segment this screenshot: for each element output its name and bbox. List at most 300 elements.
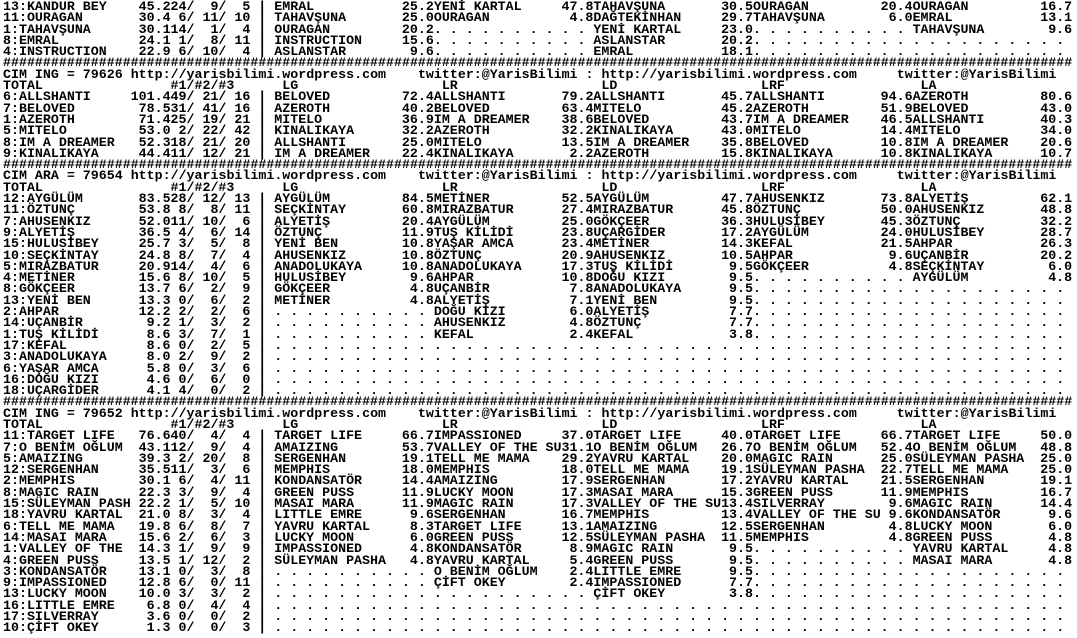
- horse-name: GREEN PUSS: [18, 552, 99, 568]
- la-horse-name: MAGIC RAIN: [912, 496, 993, 512]
- empty-pair-dots: . . . . . . . . . .: [753, 620, 905, 636]
- total-value: 15.6: [138, 270, 171, 286]
- lr-horse-name: AHPAR: [433, 270, 474, 286]
- pipe-separator: |: [258, 496, 267, 512]
- col-ld-header: LD: [601, 179, 618, 195]
- slash-separator: /: [218, 281, 227, 297]
- colon-separator: :: [10, 541, 19, 557]
- horse-name: MEMPHIS: [18, 473, 75, 489]
- la-value: 16.7: [1040, 0, 1073, 14]
- empty-pair-dots: . . . . . . . . . .: [912, 563, 1065, 579]
- pipe-separator: |: [258, 383, 267, 399]
- total-value: 13.7: [138, 281, 171, 297]
- horse-name: MIRAZBATUR: [18, 258, 99, 274]
- empty-pair-dots: . . . . . . . . . .: [753, 326, 905, 342]
- pipe-separator: |: [258, 575, 267, 591]
- ld-horse-name: TUŞ KİLİDİ: [593, 258, 674, 274]
- second-place-count: 41: [202, 100, 219, 116]
- ld-value: 45.2: [721, 100, 753, 116]
- lr-horse-name: AMAIZING: [433, 473, 498, 489]
- lr-horse-name: VALLEY OF THE SU: [433, 439, 562, 455]
- total-value: 13.3: [138, 292, 171, 308]
- second-place-count: 4: [210, 258, 219, 274]
- empty-pair-dots: . . . . . . . . . .: [433, 609, 586, 625]
- first-place-count: 14: [170, 258, 187, 274]
- first-place-count: 6: [178, 10, 187, 26]
- lg-horse-name: GÖKÇEER: [274, 281, 331, 297]
- ld-value: 43.0: [721, 123, 753, 139]
- horse-number: 13: [3, 292, 19, 308]
- horse-number: 7: [3, 100, 11, 116]
- lrf-horse-name: TARGET LIFE: [753, 428, 841, 444]
- first-place-count: 25: [170, 111, 187, 127]
- pipe-separator: |: [258, 44, 267, 60]
- colon-separator: :: [18, 462, 27, 478]
- horse-number: 17: [3, 609, 19, 625]
- empty-pair-dots: . . . . . . . . . .: [593, 383, 746, 399]
- horse-name: SÜLEYMAN PASH: [26, 496, 131, 512]
- ld-horse-name: ÇİFT OKEY: [593, 586, 666, 602]
- twitter-handle: twitter:@YarisBilimi: [417, 168, 578, 184]
- empty-pair-dots: . . . . . . . . . .: [593, 360, 746, 376]
- la-value: 6.0: [1048, 518, 1073, 534]
- lg-value: 20.2: [401, 21, 434, 37]
- colon-separator: :: [18, 202, 27, 218]
- horse-name: LITTLE EMRE: [26, 597, 115, 613]
- third-place-count: 8: [242, 563, 251, 579]
- lrf-value: 9.6: [888, 496, 913, 512]
- la-value: 40.3: [1040, 111, 1073, 127]
- ld-value: 9.5: [729, 258, 753, 274]
- lg-horse-name: TAHAVŞUNA: [274, 10, 347, 26]
- ld-value: 17.2: [721, 224, 753, 240]
- horse-name: SERGENHAN: [26, 462, 99, 478]
- slash-separator: /: [186, 428, 195, 444]
- lrf-value: 4.8: [888, 518, 913, 534]
- stats-row: [3, 620, 1077, 636]
- lg-pair-cell: [274, 620, 434, 636]
- second-place-count: 8: [210, 518, 219, 534]
- lr-horse-name: YAVRU KARTAL: [433, 552, 530, 568]
- ld-horse-name: BELOVED: [593, 111, 650, 127]
- lrf-horse-name: OURAGAN: [753, 0, 809, 14]
- empty-pair-dots: . . . . . . . . . .: [912, 44, 1065, 60]
- first-place-count: 3: [178, 236, 187, 252]
- second-place-count: 21: [202, 134, 219, 150]
- horse-name: ANADOLUKAYA: [18, 349, 107, 365]
- lrf-horse-name: O BENİM OĞLUM: [753, 439, 857, 455]
- third-place-count: 4: [242, 507, 251, 523]
- pipe-separator: |: [258, 89, 267, 105]
- lg-value: 4.8: [409, 281, 434, 297]
- col-places-header: #1/#2/#3: [170, 416, 235, 432]
- empty-pair-dots: . . . . . . . . . .: [912, 349, 1065, 365]
- slash-separator: /: [186, 100, 195, 116]
- lr-value: 23.4: [561, 236, 594, 252]
- empty-pair-dots: . . . . . . . . . .: [433, 349, 586, 365]
- first-place-count: 24: [170, 0, 187, 14]
- lr-value: 32.2: [561, 123, 594, 139]
- ld-value: 7.7: [729, 304, 753, 320]
- lr-horse-name: ALLSHANTI: [433, 89, 506, 105]
- pipe-separator: |: [258, 349, 267, 365]
- pipe-separator: |: [258, 462, 267, 478]
- first-place-count: 8: [178, 270, 187, 286]
- horse-name: KEFAL: [26, 337, 67, 353]
- ld-horse-name: ASLANSTAR: [593, 32, 666, 48]
- empty-pair-dots: . . . . . . . . . .: [274, 349, 426, 365]
- ld-value: 15.3: [721, 484, 753, 500]
- empty-pair-dots: . . . . . . . . . .: [753, 371, 905, 387]
- slash-separator: /: [218, 32, 227, 48]
- twitter-handle: twitter:@YarisBilimi: [417, 405, 578, 421]
- lg-horse-name: LITTLE EMRE: [274, 507, 363, 523]
- slash-separator: /: [186, 337, 195, 353]
- slash-separator: /: [218, 620, 227, 636]
- lg-horse-name: AHUSENKIZ: [274, 247, 347, 263]
- horse-number: 1: [3, 111, 11, 127]
- horse-number: 18: [3, 507, 19, 523]
- colon-separator: :: [18, 337, 27, 353]
- ld-horse-name: YAVRU KARTAL: [593, 450, 690, 466]
- lrf-value: 51.9: [880, 100, 913, 116]
- pipe-separator: |: [258, 202, 267, 218]
- lr-value: 63.4: [561, 100, 594, 116]
- ld-value: 7.7: [729, 315, 753, 331]
- second-place-count: 4: [210, 428, 219, 444]
- pipe-separator: |: [258, 134, 267, 150]
- horse-name: TELL ME MAMA: [18, 518, 115, 534]
- third-place-count: 6: [242, 462, 251, 478]
- la-value: 80.6: [1040, 89, 1073, 105]
- first-place-count: 2: [178, 123, 187, 139]
- empty-pair-dots: . . . . . . . . . .: [912, 32, 1065, 48]
- horse-number: 11: [3, 428, 19, 444]
- total-value: 30.4: [138, 10, 171, 26]
- second-place-count: 12: [202, 552, 219, 568]
- second-place-count: 9: [210, 541, 219, 557]
- total-value: 44.4: [138, 145, 171, 161]
- places-cell: [171, 620, 251, 636]
- horse-number: 7: [3, 439, 11, 455]
- total-value: 25.7: [138, 236, 171, 252]
- ld-value: 18.1: [721, 44, 753, 60]
- horse-number: 3: [3, 349, 11, 365]
- horse-name: VALLEY OF THE: [18, 541, 123, 557]
- lg-value: 53.7: [401, 439, 434, 455]
- lg-horse-name: YAVRU KARTAL: [274, 518, 371, 534]
- slash-separator: /: [218, 10, 227, 26]
- empty-pair-dots: . . . . . . . . . .: [274, 337, 426, 353]
- colon-separator: :: [18, 609, 27, 625]
- slash-separator: /: [218, 326, 227, 342]
- second-place-count: 0: [210, 609, 219, 625]
- lg-value: 4.8: [409, 292, 434, 308]
- lg-value: 36.9: [401, 111, 434, 127]
- la-value: 14.4: [1040, 496, 1073, 512]
- la-value: 4.8: [1048, 541, 1073, 557]
- lg-horse-name: MASAI MARA: [274, 496, 355, 512]
- ld-horse-name: MIRAZBATUR: [593, 202, 674, 218]
- site-url: http://yarisbilimi.wordpress.com: [130, 405, 387, 421]
- slash-separator: /: [186, 145, 195, 161]
- lg-value: 10.8: [401, 247, 434, 263]
- horse-number: 8: [3, 32, 11, 48]
- pipe-separator: |: [258, 145, 267, 161]
- first-place-count: 0: [178, 292, 187, 308]
- ld-horse-name: AZEROTH: [593, 145, 650, 161]
- total-value: 19.8: [138, 518, 171, 534]
- second-place-count: 9: [210, 349, 219, 365]
- ld-value: 45.7: [721, 89, 753, 105]
- lrf-value: 22.7: [880, 462, 913, 478]
- slash-separator: /: [218, 224, 227, 240]
- ld-value: 47.7: [721, 191, 753, 207]
- empty-pair-dots: . . . . . . . . . .: [274, 315, 426, 331]
- colon-separator: :: [10, 304, 19, 320]
- horse-name: AMAIZING: [18, 450, 83, 466]
- total-value: 35.5: [138, 462, 171, 478]
- lr-horse-name: GREEN PUSS: [433, 529, 514, 545]
- slash-separator: /: [186, 597, 195, 613]
- pipe-separator: |: [258, 507, 267, 523]
- ld-value: 9.5: [729, 541, 753, 557]
- lr-value: 52.5: [561, 191, 594, 207]
- lg-horse-name: EMRAL: [274, 0, 315, 14]
- third-place-count: 21: [234, 145, 251, 161]
- colon-separator: :: [10, 123, 19, 139]
- empty-pair-dots: . . . . . . . . . .: [753, 270, 905, 286]
- third-place-count: 7: [242, 518, 251, 534]
- lr-value: 13.5: [561, 134, 594, 150]
- ld-value: 12.5: [721, 518, 753, 534]
- col-la-header: LA: [920, 416, 937, 432]
- colon-separator: :: [18, 0, 27, 14]
- empty-pair-dots: . . . . . . . . . .: [912, 371, 1065, 387]
- la-horse-name: MASAI MARA: [912, 552, 993, 568]
- pipe-separator: |: [258, 100, 267, 116]
- horse-number: 12: [3, 191, 19, 207]
- col-lr-header: LR: [441, 416, 458, 432]
- slash-separator: /: [186, 496, 195, 512]
- slash-separator: /: [218, 270, 227, 286]
- separator-hashes: ######################################################################################################################################: [3, 157, 1073, 173]
- third-place-count: 6: [242, 304, 251, 320]
- section-header: [3, 168, 1077, 184]
- empty-pair-dots: . . . . . . . . . .: [753, 304, 905, 320]
- lg-value: 4.8: [409, 541, 434, 557]
- lg-value: 4.8: [409, 552, 434, 568]
- first-place-count: 1: [178, 315, 187, 331]
- lr-value: 13.1: [561, 518, 594, 534]
- horse-name: INSTRUCTION: [18, 44, 107, 60]
- slash-separator: /: [218, 609, 227, 625]
- la-value: 10.7: [1040, 145, 1073, 161]
- col-la-header: LA: [920, 179, 937, 195]
- lrf-value: 21.5: [880, 236, 913, 252]
- horse-name: UÇARGİDER: [26, 383, 99, 399]
- twitter-handle: twitter:@YarisBilimi: [417, 66, 578, 82]
- slash-separator: /: [186, 247, 195, 263]
- colon-separator: :: [18, 496, 27, 512]
- col-ld-header: LD: [601, 78, 618, 94]
- horse-name: O BENİM OĞLUM: [18, 439, 123, 455]
- second-place-count: 0: [210, 620, 219, 636]
- total-value: 12.8: [138, 575, 171, 591]
- empty-pair-dots: . . . . . . . . . .: [912, 609, 1065, 625]
- lr-value: 2.4: [569, 326, 594, 342]
- lg-value: 32.2: [401, 123, 434, 139]
- lrf-value: 21.5: [880, 473, 913, 489]
- lr-value: 17.9: [561, 473, 594, 489]
- horse-name: OURAGAN: [26, 10, 83, 26]
- ld-horse-name: LITTLE EMRE: [593, 563, 682, 579]
- horse-number: 15: [3, 236, 19, 252]
- ld-horse-name: EMRAL: [593, 44, 634, 60]
- ld-horse-name: YENİ KARTAL: [593, 21, 682, 37]
- horse-name: ALYETİŞ: [18, 224, 75, 240]
- site-url: http://yarisbilimi.wordpress.com: [601, 66, 857, 82]
- slash-separator: /: [218, 383, 227, 399]
- third-place-count: 2: [242, 383, 251, 399]
- la-value: 4.8: [1048, 529, 1073, 545]
- first-place-count: 2: [178, 349, 187, 365]
- third-place-count: 11: [234, 32, 251, 48]
- horse-name: AYGÜLÜM: [26, 191, 83, 207]
- lr-value: 31.1: [561, 439, 594, 455]
- horse-number: 5: [3, 123, 11, 139]
- la-value: 4.8: [1048, 270, 1073, 286]
- horse-number: 11: [3, 202, 19, 218]
- lr-value: 7.8: [569, 281, 594, 297]
- la-horse-name: IM A DREAMER: [912, 134, 1009, 150]
- third-place-count: 4: [242, 247, 251, 263]
- ld-value: 26.7: [721, 439, 753, 455]
- second-place-count: 6: [210, 371, 219, 387]
- empty-pair-dots: . . . . . . . . . .: [753, 292, 905, 308]
- empty-pair-dots: . . . . . . . . . .: [753, 575, 905, 591]
- total-value: 45.2: [138, 0, 171, 14]
- pipe-separator: |: [258, 529, 267, 545]
- lg-value: 25.0: [401, 10, 434, 26]
- pipe-separator: |: [258, 541, 267, 557]
- horse-number: 11: [3, 10, 19, 26]
- lrf-horse-name: AHPAR: [753, 247, 793, 263]
- second-place-count: 11: [202, 10, 219, 26]
- lr-value: 47.8: [561, 0, 594, 14]
- second-place-count: 2: [210, 304, 219, 320]
- second-place-count: 4: [210, 597, 219, 613]
- slash-separator: /: [186, 270, 195, 286]
- empty-pair-dots: . . . . . . . . . .: [753, 586, 905, 602]
- horse-name: AHUSENKIZ: [18, 213, 91, 229]
- first-place-count: 1: [178, 32, 187, 48]
- horse-name: TAHAVŞUNA: [18, 21, 91, 37]
- horse-number: 15: [3, 496, 19, 512]
- colon-separator: :: [10, 552, 19, 568]
- lr-pair-cell: [433, 620, 594, 636]
- slash-separator: /: [218, 145, 227, 161]
- colon-separator: :: [10, 213, 19, 229]
- lg-horse-name: SERGENHAN: [274, 450, 347, 466]
- first-place-count: 0: [178, 337, 187, 353]
- total-value: 22.9: [138, 44, 171, 60]
- slash-separator: /: [218, 563, 227, 579]
- colon-separator: :: [10, 224, 19, 240]
- lr-value: 2.4: [569, 563, 594, 579]
- col-lg-header: LG: [282, 179, 299, 195]
- colon-separator: :: [10, 270, 19, 286]
- la-horse-name: MEMPHIS: [912, 484, 969, 500]
- la-value: 48.8: [1040, 439, 1073, 455]
- colon-separator: :: [10, 563, 19, 579]
- empty-pair-dots: . . . . . . . . . .: [912, 326, 1065, 342]
- total-value: 76.6: [138, 428, 171, 444]
- lg-value: 8.3: [409, 518, 434, 534]
- horse-name: LUCKY MOON: [26, 586, 107, 602]
- lrf-value: 9.6: [888, 247, 913, 263]
- slash-separator: /: [186, 10, 195, 26]
- total-value: 53.8: [138, 202, 171, 218]
- third-place-count: 6: [242, 360, 251, 376]
- slash-separator: /: [218, 202, 227, 218]
- la-horse-name: GREEN PUSS: [912, 529, 993, 545]
- horse-name: KINALIKAYA: [18, 145, 99, 161]
- third-place-count: 2: [242, 586, 251, 602]
- lr-horse-name: O BENİM OĞLUM: [433, 563, 538, 579]
- total-value: 15.6: [138, 529, 171, 545]
- slash-separator: /: [218, 541, 227, 557]
- colon-separator: :: [10, 134, 19, 150]
- ld-value: 30.5: [721, 0, 753, 14]
- first-place-count: 8: [178, 202, 187, 218]
- first-place-count: 0: [178, 371, 187, 387]
- slash-separator: /: [218, 439, 227, 455]
- lrf-horse-name: TAHAVŞUNA: [753, 10, 825, 26]
- col-lr-header: LR: [441, 78, 458, 94]
- ld-horse-name: IM A DREAMER: [593, 134, 690, 150]
- empty-pair-dots: . . . . . . . . . .: [912, 586, 1065, 602]
- colon-separator: :: [10, 518, 19, 534]
- ld-value: 15.8: [721, 145, 753, 161]
- slash-separator: /: [186, 383, 195, 399]
- third-place-count: 11: [234, 473, 251, 489]
- slash-separator: /: [218, 111, 227, 127]
- first-place-count: 6: [178, 575, 187, 591]
- site-url: http://yarisbilimi.wordpress.com: [130, 66, 387, 82]
- la-value: 43.0: [1040, 100, 1073, 116]
- empty-pair-dots: . . . . . . . . . .: [753, 360, 905, 376]
- first-place-count: 28: [170, 191, 187, 207]
- slash-separator: /: [186, 484, 195, 500]
- third-place-count: 0: [242, 371, 251, 387]
- total-value: 20.9: [138, 258, 171, 274]
- total-value: 14.3: [138, 541, 171, 557]
- la-horse-name: BELOVED: [912, 100, 969, 116]
- horse-number: 12: [3, 462, 19, 478]
- slash-separator: /: [218, 247, 227, 263]
- col-lr-header: LR: [441, 179, 458, 195]
- lrf-horse-name: AYGÜLÜM: [753, 224, 809, 240]
- slash-separator: /: [186, 236, 195, 252]
- empty-pair-dots: . . . . . . . . . .: [753, 44, 905, 60]
- pipe-separator: |: [258, 224, 267, 240]
- lr-value: 17.3: [561, 496, 594, 512]
- la-horse-name: KONDANSATÖR: [912, 507, 1001, 523]
- empty-pair-dots: . . . . . . . . . .: [753, 337, 905, 353]
- horse-name: AZEROTH: [18, 111, 75, 127]
- ld-horse-name: KINALIKAYA: [593, 123, 674, 139]
